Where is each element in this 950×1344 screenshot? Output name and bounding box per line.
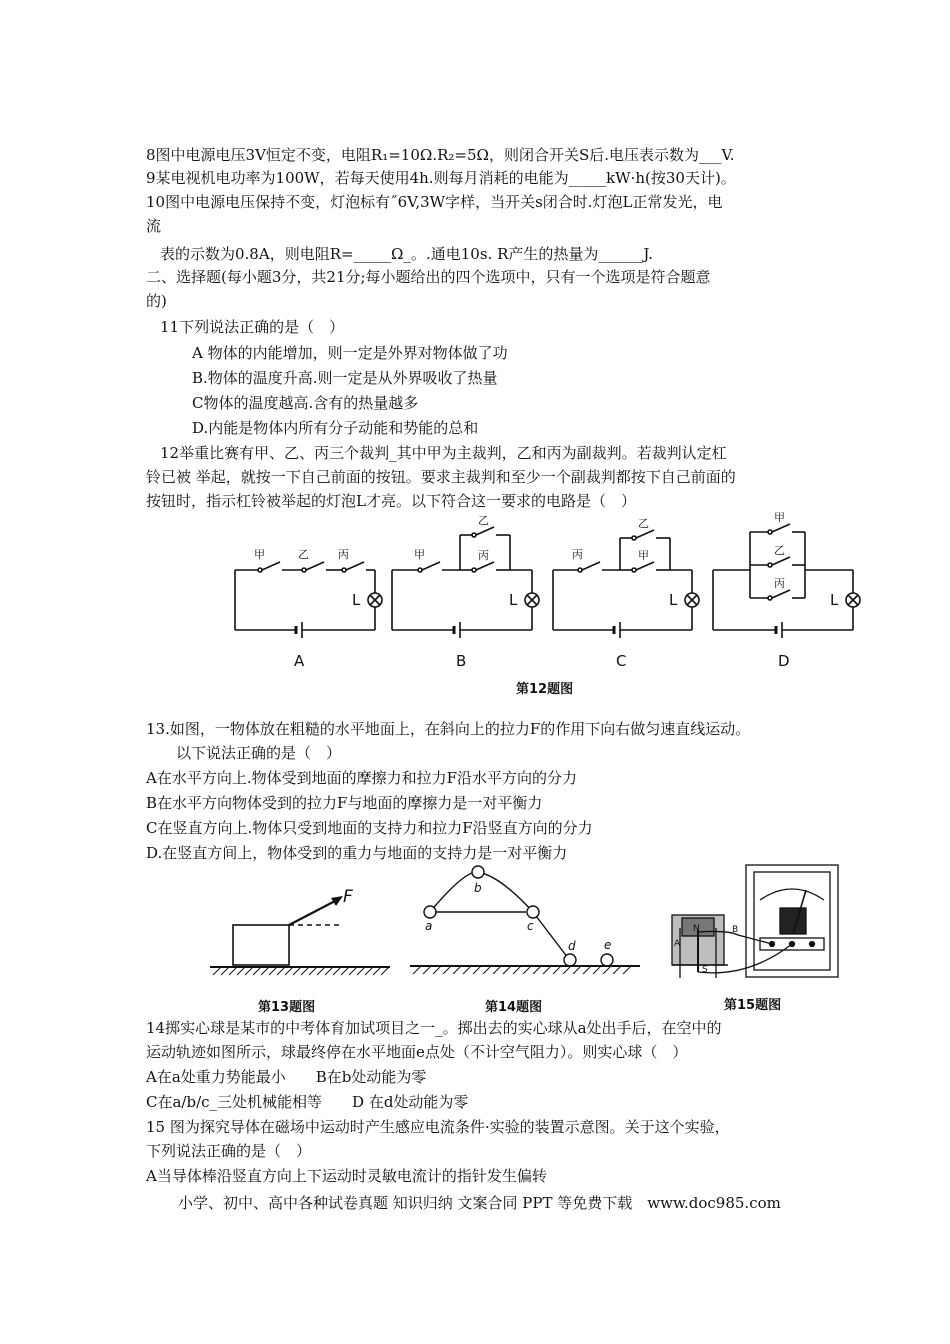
option-label-a: A [294,652,305,670]
question-10-line3: 表的示数为0.8A，则电阻R=_____Ω_。.通电10s. R产生的热量为______J. [160,245,653,263]
q14-options-cd: C在a/b/c_三处机械能相等 D 在d处动能为零 [146,1093,469,1111]
question-13-line1: 13.如图，一物体放在粗糙的水平地面上，在斜向上的拉力F的作用下向右做匀速直线运动。 [146,720,751,738]
question-14-line1: 14掷实心球是某市的中考体育加试项目之一_。掷出去的实心球从a处出手后，在空中的 [146,1019,722,1037]
label-a: A [674,939,681,949]
circuit-d [713,524,860,638]
point-e: e [604,938,612,952]
question-9: 9某电视机电功率为100W，若每天使用4h.则每月消耗的电能为_____kW·h(按30天计)。 [146,169,736,187]
lamp-label: L [669,591,678,609]
question-14-line2: 运动轨迹如图所示，球最终停在水平地面e点处（不计空气阻力）。则实心球（ ） [146,1043,688,1061]
figure-14-caption: 第14题图 [485,1000,543,1015]
q11-option-b: B.物体的温度升高.则一定是从外界吸收了热量 [192,369,498,387]
section-2-heading-cont: 的) [146,292,167,310]
circuit-b [392,527,539,638]
q11-option-a: A 物体的内能增加，则一定是外界对物体做了功 [192,344,508,362]
label-yi: 乙 [774,544,785,557]
lamp-label: L [830,591,839,609]
label-jia: 甲 [254,548,265,561]
point-c: c [527,919,534,933]
figure-14-trajectory [405,862,645,980]
figure-15-caption: 第15题图 [724,998,782,1013]
figure-12-circuits [220,510,870,700]
circuit-c [553,530,699,638]
lamp-label: L [509,591,518,609]
q11-option-c: C物体的温度越高.含有的热量越多 [192,394,419,412]
label-bing: 丙 [572,548,583,561]
section-2-heading: 二、选择题(每小题3分，共21分;每小题给出的四个选项中，只有一个选项是符合题意 [146,268,711,286]
option-label-d: D [778,652,790,670]
q11-option-d: D.内能是物体内所有分子动能和势能的总和 [192,419,479,437]
label-bing: 丙 [478,549,489,562]
lamp-label: L [352,591,361,609]
q13-option-b: B在水平方向物体受到的拉力F与地面的摩擦力是一对平衡力 [146,794,543,812]
point-a: a [425,919,433,933]
q15-option-a: A当导体棒沿竖直方向上下运动时灵敏电流计的指针发生偏转 [146,1167,547,1185]
question-10-line2: 流 [146,217,162,235]
point-d: d [568,939,576,953]
q13-option-a: A在水平方向上.物体受到地面的摩擦力和拉力F沿水平方向的分力 [146,769,578,787]
figure-12-caption: 第12题图 [516,682,574,697]
question-12-line3: 按钮时，指示杠铃被举起的灯泡L才亮。以下符合这一要求的电路是（ ） [146,492,636,510]
option-label-b: B [456,652,467,670]
question-10-line1: 10图中电源电压保持不变，灯泡标有˝6V,3W字样，当开关s闭合时.灯泡L正常发光，电 [146,193,723,211]
question-12-line2: 铃已被 举起，就按一下自己前面的按钮。要求主裁判和至少一个副裁判都按下自己前面的 [146,468,736,486]
magnet-n-label: N [693,924,700,934]
question-12-line1: 12举重比赛有甲、乙、丙三个裁判_其中甲为主裁判，乙和丙为副裁判。若裁判认定杠 [160,444,727,462]
force-label: F [343,887,353,907]
label-jia: 甲 [414,548,425,561]
figure-15-apparatus [668,860,848,988]
question-8: 8图中电源电压3V恒定不变，电阻R₁=10Ω.R₂=5Ω，则闭合开关S后.电压表示数为___V. [146,146,735,164]
label-jia: 甲 [638,549,649,562]
footer-note: 小学、初中、高中各种试卷真题 知识归纳 文案合同 PPT 等免费下载 www.doc985.com [178,1194,781,1212]
label-yi: 乙 [478,514,489,527]
label-bing: 丙 [338,548,349,561]
q13-option-c: C在竖直方向上.物体只受到地面的支持力和拉力F沿竖直方向的分力 [146,819,593,837]
label-jia: 甲 [774,511,785,524]
q14-options-ab: A在a处重力势能最小 B在b处动能为零 [146,1068,427,1086]
point-b: b [474,881,482,895]
question-11: 11下列说法正确的是（ ） [160,318,345,336]
question-13-line2: 以下说法正确的是（ ） [176,744,342,762]
question-15-line1: 15 图为探究导体在磁场中运动时产生感应电流条件·实验的装置示意图。关于这个实验， [146,1118,730,1136]
label-bing: 丙 [774,577,785,590]
figure-13-block [205,880,395,992]
label-yi: 乙 [638,517,649,530]
label-b: B [732,925,739,935]
option-label-c: C [616,652,627,670]
q13-option-d: D.在竖直方间上，物体受到的重力与地面的支持力是一对平衡力 [146,844,568,862]
question-15-line2: 下列说法正确的是（ ） [146,1142,312,1160]
label-s: S [702,965,708,975]
label-yi: 乙 [298,548,309,561]
figure-13-caption: 第13题图 [258,1000,316,1015]
